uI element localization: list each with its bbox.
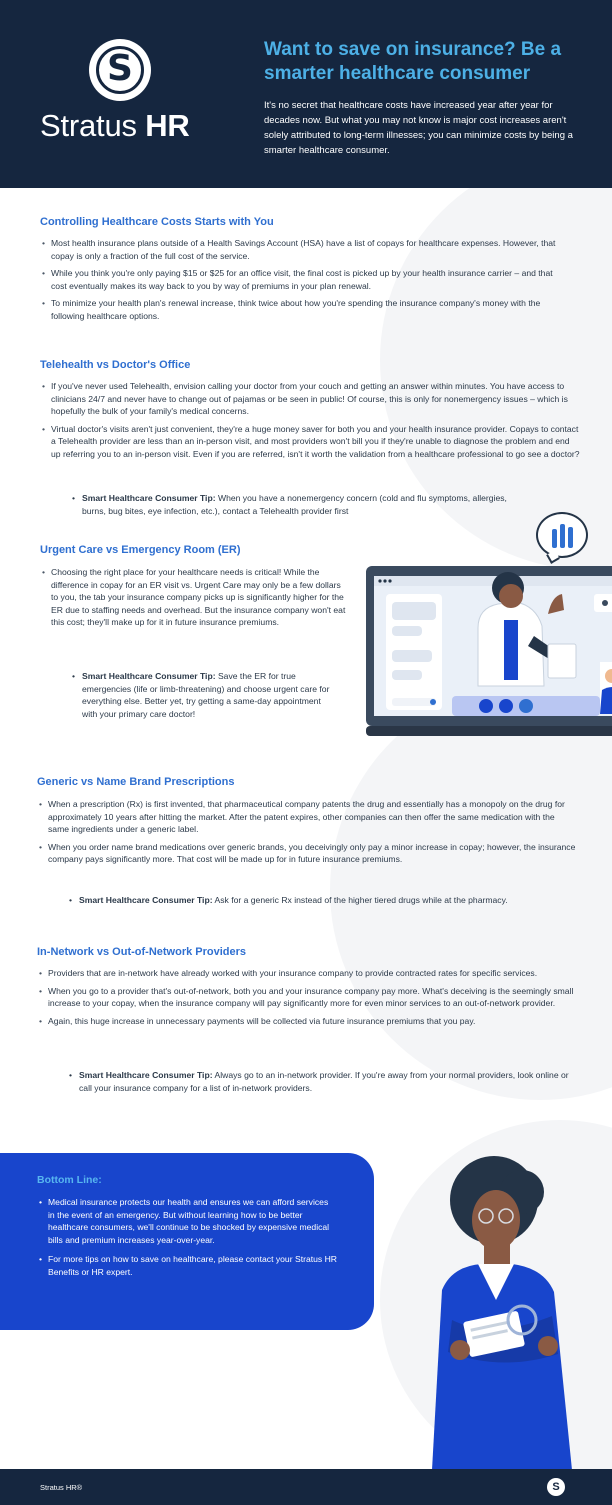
stratus-logo-icon: S [547, 1478, 565, 1496]
list-item: • Virtual doctor's visits aren't just convenient, they're a huge money saver for both you and your health insurance provider. Copays to contact a Telehealth provider are less than an in-person visit, and most providers won't bill you if they're unable to diagnose the problem and end up referring you to an in-person visit. Even if you are referred, isn't it worth the validation from a healthcare professional to go see a doctor? [40, 423, 580, 461]
list-item: • When you go to a provider that's out-of-network, both you and your insurance company pay more. What's deceiving is the seemingly small increase to your copay, when the insurance company will pay significantly more for even minor services to an out-of-network provider. [37, 985, 582, 1010]
list-item: • Again, this huge increase in unnecessary payments will be collected via future insurance premiums that you pay. [37, 1015, 582, 1028]
section-title-generic: Generic vs Name Brand Prescriptions [37, 776, 235, 788]
list-item: • To minimize your health plan's renewal increase, think twice about how you're spending the insurance company's money with the following healthcare options. [40, 297, 560, 322]
footer-text: Stratus HR® [40, 1483, 83, 1492]
background-shape [330, 680, 612, 1100]
section-title-network: In-Network vs Out-of-Network Providers [37, 946, 247, 958]
controlling-list [40, 237, 560, 328]
list-item: • Medical insurance protects our health and ensures we can afford services in the event of an emergency. But without learning how to be better healthcare consumers, we'll continue to be shocked by expensive medical bills and premium increases year-over-year. [37, 1196, 337, 1246]
section-title-telehealth: Telehealth vs Doctor's Office [40, 359, 191, 371]
bottom-line-list [37, 1196, 337, 1286]
network-list [37, 967, 582, 1032]
bottom-line-title: Bottom Line: [37, 1174, 102, 1186]
generic-tip: • Smart Healthcare Consumer Tip: Ask for a generic Rx instead of the higher tiered drugs while at the pharmacy. [69, 894, 549, 907]
urgent-care-tip: • Smart Healthcare Consumer Tip: Save the ER for true emergencies (life or limb-threatening) and choose urgent care for everything else. Better yet, try getting a same-day appointment with your primary care doctor! [72, 670, 334, 720]
telehealth-laptop-illustration [366, 566, 612, 742]
network-tip: • Smart Healthcare Consumer Tip: Always go to an in-network provider. If you're away from your normal providers, look online or call your insurance company for a list of in-network providers. [69, 1069, 579, 1094]
telehealth-tip: • Smart Healthcare Consumer Tip: When you have a nonemergency concern (cold and flu symptoms, allergies, burns, bug bites, eye infection, etc.), contact a Telehealth provider first [72, 492, 522, 517]
list-item: • Most health insurance plans outside of a Health Savings Account (HSA) have a list of copays for healthcare expenses. However, that copay is only a fraction of the full cost of the service. [40, 237, 560, 262]
generic-list [37, 798, 577, 871]
chart-bar-icon [560, 524, 565, 548]
page-title: Want to save on insurance? Be a smarter healthcare consumer [264, 39, 562, 84]
stratus-logo-icon: S [89, 39, 151, 101]
header-banner [0, 0, 612, 188]
telehealth-list [40, 380, 580, 466]
section-title-urgent-care: Urgent Care vs Emergency Room (ER) [40, 544, 241, 556]
list-item: • When you order name brand medications over generic brands, you deceivingly only pay a minor increase in copay; however, the insurance company pays significantly more. That cost will be made up for in future insurance premiums. [37, 841, 577, 866]
section-title-controlling: Controlling Healthcare Costs Starts with You [40, 216, 274, 228]
list-item: • If you've never used Telehealth, envision calling your doctor from your couch and getting an answer within minutes. You have access to clinicians 24/7 and never have to change out of pajamas or be seen in public! Of course, this is only for nonemergency issues – which is hopefully the bulk of your family's medical concerns. [40, 380, 580, 418]
list-item: • When a prescription (Rx) is first invented, that pharmaceutical company patents the drug and essentially has a monopoly on the drug for approximately 10 years after hitting the market. After the patent expires, other companies can then offer the same medication with the same ingredients under a generic label. [37, 798, 577, 836]
chart-bar-icon [552, 529, 557, 548]
chart-bar-icon [568, 527, 573, 548]
list-item: • While you think you're only paying $15 or $25 for an office visit, the final cost is picked up by your health insurance carrier – and that cost eventually makes its way back to you by way of premiums in your plan renewal. [40, 267, 560, 292]
doctor-illustration [412, 1140, 612, 1470]
brand-wordmark: Stratus HR [40, 108, 190, 143]
urgent-care-list [40, 566, 346, 634]
footer [0, 1469, 612, 1505]
intro-text: It's no secret that healthcare costs have increased year after year for decades now. But what you may not know is major cost increases aren't solely attributed to long-term illnesses; you can minimize costs by being a smarter healthcare consumer. [264, 100, 573, 156]
list-item: • For more tips on how to save on healthcare, please contact your Stratus HR Benefits or HR expert. [37, 1253, 337, 1278]
list-item: • Providers that are in-network have already worked with your insurance company to provide contracted rates for specific services. [37, 967, 582, 980]
list-item: • Choosing the right place for your healthcare needs is critical! While the difference in copay for an ER visit vs. Urgent Care may only be a few dollars to you, the tab your insurance company picks up is significantly higher for the ER due to staffing needs and overhead. But the insurance company won't eat this cost; they'll make up for it in future insurance premiums. [40, 566, 346, 629]
